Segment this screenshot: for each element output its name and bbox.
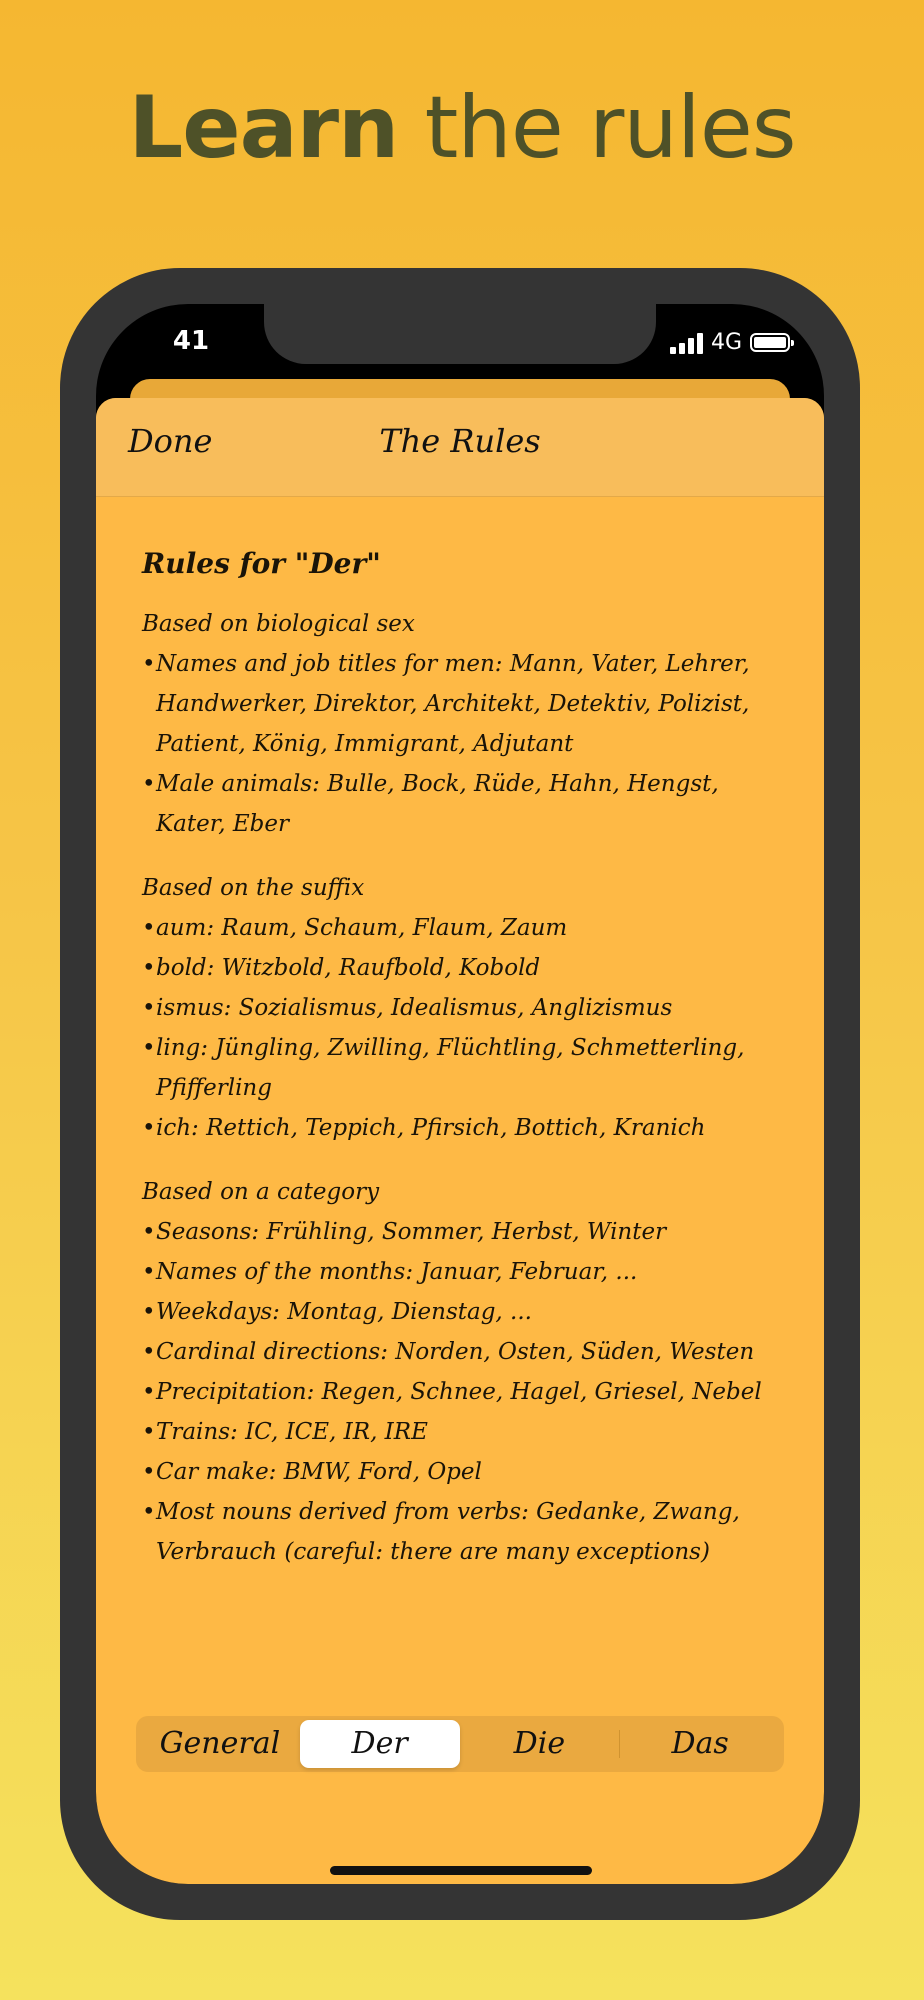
rules-heading: Rules for "Der" xyxy=(142,547,381,580)
rules-section-suffix xyxy=(142,868,792,1148)
list-item: • Precipitation: Regen, Schnee, Hagel, Griesel, Nebel xyxy=(142,1379,762,1405)
list-item: • Weekdays: Montag, Dienstag, ... xyxy=(142,1299,532,1325)
list-item: • bold: Witzbold, Raufbold, Kobold xyxy=(142,955,541,981)
segment-general[interactable]: General xyxy=(159,1726,281,1761)
home-indicator xyxy=(330,1866,592,1875)
page-headline xyxy=(0,78,924,178)
list-item: • Male animals: Bulle, Bock, Rüde, Hahn, Hengst, Kater, Eber xyxy=(142,771,719,837)
rules-sheet xyxy=(96,398,824,1884)
article-segmented-control xyxy=(136,1716,784,1772)
section-title: Based on the suffix xyxy=(142,875,365,901)
status-time: 41 xyxy=(172,326,210,356)
phone-notch xyxy=(264,304,656,364)
nav-bar xyxy=(96,398,824,497)
rules-section-category xyxy=(142,1172,792,1572)
segment-die[interactable]: Die xyxy=(513,1726,566,1761)
nav-title: The Rules xyxy=(379,422,541,460)
battery-icon xyxy=(750,333,790,352)
headline-rest: the rules xyxy=(398,78,796,178)
headline-bold: Learn xyxy=(128,78,399,178)
list-item: • ling: Jüngling, Zwilling, Flüchtling, Schmetterling, Pfifferling xyxy=(142,1035,745,1101)
network-type: 4G xyxy=(710,330,742,355)
segment-das[interactable]: Das xyxy=(671,1726,729,1761)
phone-screen xyxy=(96,304,824,1884)
list-item: • Seasons: Frühling, Sommer, Herbst, Winter xyxy=(142,1219,667,1245)
list-item: • Car make: BMW, Ford, Opel xyxy=(142,1459,482,1485)
section-title: Based on biological sex xyxy=(142,611,415,637)
list-item: • Most nouns derived from verbs: Gedanke, Zwang, Verbrauch (careful: there are many exceptions) xyxy=(142,1499,740,1565)
list-item: • Names of the months: Januar, Februar, ... xyxy=(142,1259,638,1285)
status-icons xyxy=(670,330,790,355)
list-item: • ich: Rettich, Teppich, Pfirsich, Bottich, Kranich xyxy=(142,1115,706,1141)
list-item: • Trains: IC, ICE, IR, IRE xyxy=(142,1419,428,1445)
list-item: • Names and job titles for men: Mann, Vater, Lehrer, Handwerker, Direktor, Architekt, Detektiv, Polizist, Patient, König, Immigrant, Adjutant xyxy=(142,651,750,757)
list-item: • ismus: Sozialismus, Idealismus, Anglizismus xyxy=(142,995,673,1021)
rules-section-biological-sex xyxy=(142,604,792,844)
rules-content xyxy=(142,544,792,1596)
section-title: Based on a category xyxy=(142,1179,380,1205)
segment-der[interactable]: Der xyxy=(300,1720,460,1768)
list-item: • aum: Raum, Schaum, Flaum, Zaum xyxy=(142,915,568,941)
done-button[interactable]: Done xyxy=(128,422,213,460)
list-item: • Cardinal directions: Norden, Osten, Süden, Westen xyxy=(142,1339,755,1365)
signal-icon xyxy=(670,332,703,354)
